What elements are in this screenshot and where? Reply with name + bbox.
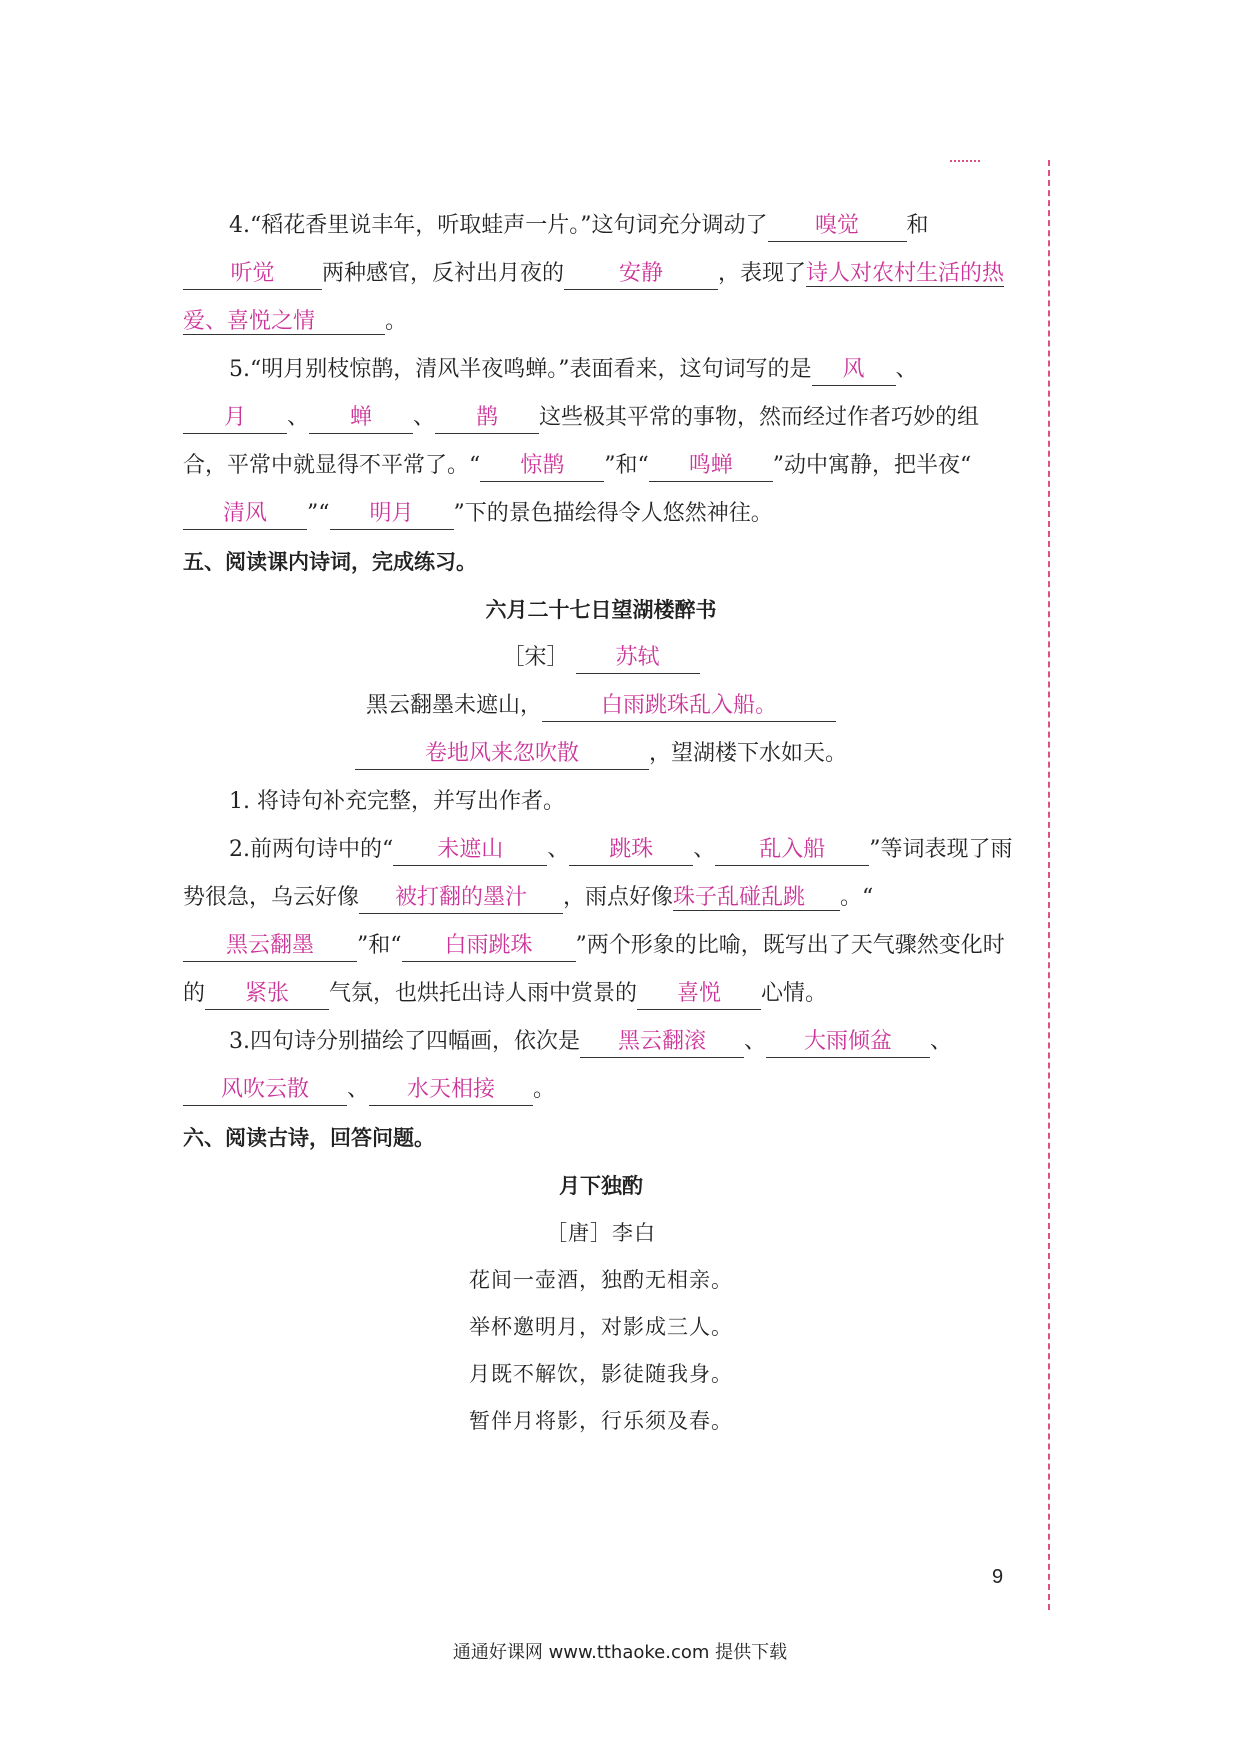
- answer-blank: 跳珠: [569, 835, 693, 866]
- question-number: 2.: [229, 837, 250, 862]
- section-6-title: 六、阅读古诗，回答问题。: [183, 1126, 435, 1150]
- answer-blank: 白雨跳珠: [402, 931, 576, 962]
- poem-text: 黑云翻墨未遮山，: [365, 693, 542, 718]
- separator: 、: [287, 405, 310, 430]
- question-text: 。: [533, 1077, 556, 1102]
- question-text: ”动中寓静，把半夜“: [772, 453, 972, 478]
- section-5-question-2: [183, 826, 1019, 1018]
- question-text: ，表现了: [718, 261, 807, 286]
- answer-blank-tail: [805, 885, 840, 911]
- worksheet-content: [183, 202, 1019, 1445]
- question-text: “明月别枝惊鹊，清风半夜鸣蝉。”表面看来，这句词写的是: [250, 357, 812, 382]
- margin-dashed-line: [1048, 160, 1050, 1610]
- answer-blank: 清风: [183, 499, 307, 530]
- question-text: 。“: [840, 885, 874, 910]
- dynasty: ［宋］: [502, 645, 569, 670]
- answer-blank: 明月: [330, 499, 454, 530]
- poem-line-1: [183, 682, 1019, 730]
- answer-blank: 鹊: [435, 403, 539, 434]
- answer-blank: 安静: [564, 259, 718, 290]
- question-5: [183, 346, 1019, 538]
- separator: 、: [547, 837, 570, 862]
- section-5-title: 五、阅读课内诗词，完成练习。: [183, 550, 477, 574]
- poem-2-byline: ［唐］李白: [546, 1221, 656, 1245]
- separator: 、: [930, 1029, 953, 1054]
- answer-blank: 喜悦: [637, 979, 761, 1010]
- top-dotted-ornament: [950, 160, 980, 162]
- answer-blank: 乱入船: [715, 835, 869, 866]
- answer-blank: 听觉: [183, 259, 322, 290]
- question-number: 5.: [229, 357, 250, 382]
- answer-blank: 黑云翻滚: [580, 1027, 744, 1058]
- section-5-question-1: 1. 将诗句补充完整，并写出作者。: [229, 789, 565, 814]
- answer-blank: 风: [812, 355, 896, 386]
- question-text: ，雨点好像: [563, 885, 674, 910]
- question-text: 。: [384, 309, 407, 334]
- question-number: 4.: [229, 213, 250, 238]
- section-5-question-3: [183, 1018, 1019, 1114]
- answer-blank: 嗅觉: [768, 211, 907, 242]
- question-text: 前两句诗中的“: [250, 837, 394, 862]
- poem-2-line: 举杯邀明月，对影成三人。: [469, 1315, 733, 1339]
- poem-2-line: 暂伴月将影，行乐须及春。: [469, 1409, 733, 1433]
- question-text: “稻花香里说丰年，听取蛙声一片。”这句词充分调动了: [250, 213, 768, 238]
- answer-blank: 未遮山: [393, 835, 547, 866]
- separator: 、: [347, 1077, 370, 1102]
- poem-title: 六月二十七日望湖楼醉书: [485, 598, 717, 622]
- answer-blank: 诗人对农村生活的热爱、喜悦之情: [183, 261, 1005, 334]
- question-text: 这些极其平常的事物，然而经过作者巧妙的组合，平常中就显得不平常了。“: [183, 405, 980, 478]
- question-text: ”等词表现了雨势很急，乌云好像: [183, 837, 1013, 910]
- footer-credit: 通通好课网 www.tthaoke.com 提供下载: [452, 1642, 788, 1663]
- answer-blank: 被打翻的墨汁: [359, 883, 563, 914]
- answer-blank: 惊鹊: [480, 451, 604, 482]
- poem-2-line: 花间一壶酒，独酌无相亲。: [469, 1268, 733, 1292]
- question-text: ”“: [307, 501, 330, 526]
- poem-2-title: 月下独酌: [559, 1174, 643, 1198]
- question-text: ”下的景色描绘得令人悠然神往。: [453, 501, 773, 526]
- answer-blank: 风吹云散: [183, 1075, 347, 1106]
- poem-2-line: 月既不解饮，影徒随我身。: [469, 1362, 733, 1386]
- answer-blank: 黑云翻墨: [183, 931, 357, 962]
- answer-blank: 蝉: [309, 403, 413, 434]
- separator: 、: [744, 1029, 767, 1054]
- answer-blank: 卷地风来忽吹散: [355, 739, 649, 770]
- question-4: [183, 202, 1019, 346]
- answer-blank: 苏轼: [576, 643, 700, 674]
- question-text: ”两个形象的比喻，既写出了天气骤然变化时的: [183, 933, 1005, 1006]
- answer-blank-tail: [315, 309, 385, 335]
- poem-byline: [183, 634, 1019, 682]
- answer-blank: 月: [183, 403, 287, 434]
- answer-blank: 大雨倾盆: [766, 1027, 930, 1058]
- answer-blank: 水天相接: [369, 1075, 533, 1106]
- question-text: 四句诗分别描绘了四幅画，依次是: [250, 1029, 581, 1054]
- poem-2: [183, 1162, 1019, 1445]
- answer-blank: 紧张: [205, 979, 329, 1010]
- question-text: 气氛，也烘托出诗人雨中赏景的: [329, 981, 638, 1006]
- question-text: ”和“: [357, 933, 402, 958]
- poem-text: ，望湖楼下水如天。: [648, 741, 847, 766]
- separator: 、: [413, 405, 436, 430]
- separator: 、: [895, 357, 918, 382]
- question-text: ”和“: [604, 453, 649, 478]
- question-text: 两种感官，反衬出月夜的: [322, 261, 565, 286]
- answer-blank: 珠子乱碰乱跳: [673, 885, 806, 910]
- poem-line-2: [183, 730, 1019, 778]
- question-text: 心情。: [761, 981, 828, 1006]
- question-text: 和: [906, 213, 929, 238]
- page-number: 9: [992, 1566, 1004, 1588]
- answer-blank: 鸣蝉: [649, 451, 773, 482]
- answer-blank: 白雨跳珠乱入船。: [542, 691, 836, 722]
- separator: 、: [693, 837, 716, 862]
- question-number: 3.: [229, 1029, 250, 1054]
